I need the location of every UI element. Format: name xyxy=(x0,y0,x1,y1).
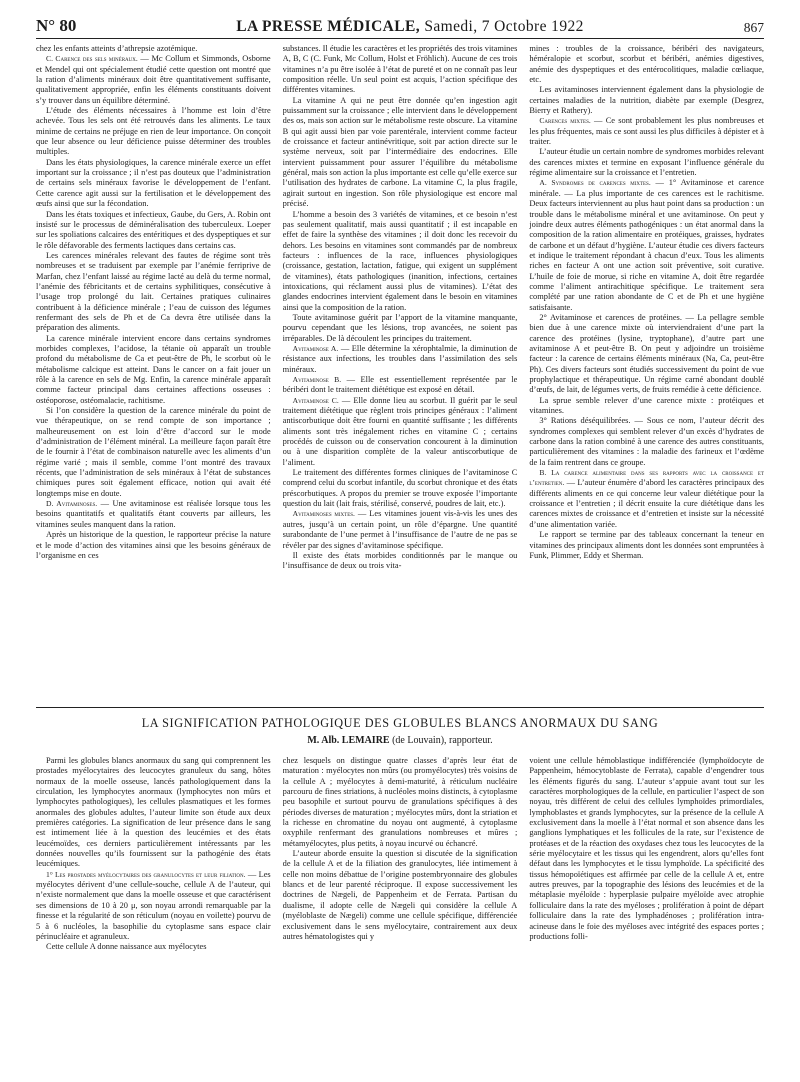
paragraph xyxy=(283,849,518,942)
paragraph-text: — Elle est essentiellement représentée par le béribéri dont le traitement diététique est exposé en détail. xyxy=(282,375,518,395)
text-column xyxy=(283,756,518,1074)
paragraph xyxy=(529,85,764,116)
paragraph-text: L’homme a besoin des 3 variétés de vitamines, et ce besoin n’est pas seulement qualitatif, mais aussi quantitatif ; il est incapable en effet de faire la synthèse des vitamines ; il doit donc les recevoir du dehors. Les besoins en vitamines sont commandés par de nombreux facteurs : influences de la race, influences physiologiques (croissance, gestation, lactation, fatigue, qui exigent un supplément de vitamines), états pathologiques (inanition, infections, certaines intoxications, qui réclament aussi plus de vitamines). L’état des glandes endocrines intervient également dans le besoin en vitamines ainsi que la composition de la ration. xyxy=(282,209,518,312)
issue-number: N° 80 xyxy=(36,16,77,35)
paragraph xyxy=(529,313,764,396)
paragraph-lead: A. Syndromes de carences mixtes. xyxy=(539,178,651,188)
paragraph-text: Si l’on considère la question de la carence minérale du point de vue thérapeutique, on se rend compte de son importance ; malheureusement on est loin d’être d’accord sur le mode d’administration de l’élément minéral. La meilleure façon paraît être de le fournir à l’état de combinaison naturelle avec les aliments d’un régime varié ; mais il semble, comme l’ont montré des travaux récents, que l’administration de sels minéraux à l’état de substances chimiques pures soit également efficace, notion qui avait été longtemps mise en doute. xyxy=(36,406,271,498)
paragraph-text: chez les enfants atteints d’athrepsie azotémique. xyxy=(36,44,198,53)
paragraph-text: 2° Avitaminose et carences de protéines. — La pellagre semble bien due à une carence mixte où interviendraient d’une part la carence des protéines (lysine, tryptophane), d’autre part une avitaminose A et peut-être B. On peut y adjoindre un troisième facteur : la carence de certains éléments minéraux (Na, Ca, peut-être Ph). Ces divers facteurs sont étudiés successivement du point de vue prophylactique et thérapeutique. Un régime carné abondant doublé d’œufs, de lait, de légumes verts, de fruits remédie à cette déficience. xyxy=(529,312,765,395)
author-name: M. Alb. LEMAIRE xyxy=(307,735,390,746)
paragraph-text: — L’auteur énumère d’abord les caractères principaux des différents aliments en ce qui concerne leur valeur diététique pour la croissance et l’entretien ; il décrit ensuite la cure diététique dans les carences mixtes de croissance et d’entretien et insiste sur la nécessité d’une alimentation variée. xyxy=(529,478,765,529)
paragraph-lead: Avitaminose A. xyxy=(292,343,339,353)
paragraph-text: — Elle donne lieu au scorbut. Il guérit par le seul traitement diététique que règlent trois principes généraux : l’aliment antiscorbutique doit être fourni en quantité suffisante ; les différents aliments sont très inégalement riches en vitamine C ; certains procédés de cuisson ou de conservation concourent à la diminution ou à une disparition complète de la valeur antiscorbutique de l’aliment. xyxy=(282,395,518,467)
paragraph-text: La vitamine A qui ne peut être donnée qu’en ingestion agit puissamment sur la croissance ; elle intervient dans le développement des os, mais son action sur le métabolisme reste obscure. La vitamine B qui agit aussi bien par voie parentérale, intervient comme facteur de croissance et facteur antinévritique, soit par action directe sur le système nerveux, soit par l’intermédiaire des endocrines. Elle intervient puissamment pour assurer l’équilibre du métabolisme général, mais son action la plus importante est celle qu’elle exerce sur l’utilisation des hydrates de carbone. La vitamine C, la plus fragile, agirait surtout en ingestion. Son rôle physiologique est encore mal précisé. xyxy=(282,95,518,209)
paragraph-text: Les avitaminoses interviennent également dans la physiologie de certaines maladies de la nutrition, diabète par exemple (Desgrez, Bierry et Rathery). xyxy=(529,85,765,116)
paragraph-text: La sprue semble relever d’une carence mixte : protéiques et vitamines. xyxy=(529,395,765,416)
paragraph xyxy=(283,468,518,509)
paragraph xyxy=(36,406,271,499)
paragraph-lead: 1° Les prostades myélocytaires des granulocytes et leur filiation. xyxy=(46,869,246,879)
paragraph xyxy=(283,551,518,572)
paragraph-lead: Avitaminoses mixtes. xyxy=(292,509,355,519)
paragraph xyxy=(283,313,518,344)
journal-masthead xyxy=(236,18,584,36)
paragraph xyxy=(36,499,271,530)
paragraph xyxy=(529,530,764,561)
article-title: LA SIGNIFICATION PATHOLOGIQUE DES GLOBULES BLANCS ANORMAUX DU SANG xyxy=(141,716,659,730)
paragraph xyxy=(283,509,518,550)
top-article-columns xyxy=(36,44,764,701)
paragraph-text: Le rapport se termine par des tableaux concernant la teneur en vitamines des principaux aliments dont les données sont empruntées à Funk, Plimmer, Eddy et Sherman. xyxy=(529,530,765,560)
paragraph-text: La carence minérale intervient encore dans certains syndromes morbides complexes, l’acidose, la tétanie où apparaît un trouble profond du métabolisme de Ca et peut-être de Ph, le scorbut où le métabolisme calcique est atteint. Dans le cancer on a fait jouer un rôle à la carence en sels de Mg. Enfin, la carence minérale apparaît comme facteur principal dans certaines affections osseuses : ostéoporose, ostéomalacie, rachitisme. xyxy=(36,333,271,405)
paragraph xyxy=(283,375,518,396)
paragraph-text: — Elle détermine la xérophtalmie, la diminution de résistance aux infections, les troubles dans l’assimilation des sels minéraux. xyxy=(282,343,518,374)
paragraph xyxy=(529,116,764,147)
paragraph-lead: C. Carence des sels minéraux. xyxy=(46,54,138,64)
paragraph-text: L’auteur aborde ensuite la question si discutée de la signification de la cellule A et de la filiation des granulocytes, liée intimement à celle non moins débattue de l’origine postembryonnaire des globules blancs et de leur parenté réciproque. Il expose successivement les doctrines de Nægeli, de Pappenheim et de Ferrata. Partisan du dualisme, il adopte celle de Nægeli qui considère la cellule A (myéloblaste de Nægeli) comme une cellule spécifique, différenciée exclusivement dans le sens myélocytaire, contrairement aux deux autres hématologistes qui y xyxy=(282,849,518,941)
paragraph xyxy=(529,147,764,178)
paragraph xyxy=(283,96,518,210)
paragraph-text: — Les vitamines jouent vis-à-vis les unes des autres, jusqu’à un certain point, un rôle d’épargne. Une quantité surabondante de l’une permet à l’insuffisance de l’autre de ne pas se révéler par des signes d’avitaminose spécifique. xyxy=(282,509,518,550)
page-header xyxy=(36,14,764,39)
paragraph-lead: B. La carence alimentaire dans ses rapports avec la croissance et l’entretien. xyxy=(529,468,765,488)
paragraph-text: substances. Il étudie les caractères et les propriétés des trois vitamines A, B, C (C. Funk, Mc Collum, Holst et Fröhlich). Aucune de ces trois vitamines n’a pu être isolée à l’état de pureté et on ne connaît pas leur composition réelle. Un seul point est acquis, l’action spécifique des différentes vitamines. xyxy=(282,44,518,95)
article-byline xyxy=(36,735,764,746)
paragraph-text: voient une cellule hémoblastique indifférenciée (lymphoïdocyte de Pappenheim, hémocytoblaste de Ferrata), capable d’engendrer tous les éléments figurés du sang. L’auteur s’appuie avant tout sur les caractères morphologiques de la cellule, en particulier l’aspect de son noyau, très différent de celui des cellules lymphoïdes primordiales, lymphoblastes et grands lymphocytes, sur la présence de la cellule A exclusivement dans la moelle à l’état normal et son absence dans les ganglions lymphatiques et les follicules de la rate, sur l’existence de protéases et de la réaction des oxydases chez tous les leucocytes de la série myélocytaire et les tissus qui les engendrent, alors qu’elles font défaut dans les lymphocytes et le tissu lymphoïde. La spécificité des tissus hémopoïétiques est affirmée par celle de la cellule A et, entre autres preuves, par la topographie des lésions des leucémies et de la métaplasie myéloïde : hyperplasie pulpaire myéloïde avec atrophie folliculaire dans la rate des myéloses ; prolifération à point de départ folliculaire dans la rate des lymphadénoses ; prolifération intra-acineuse dans le foie des myéloses avec intégrité des espaces portes ; productions folli- xyxy=(529,756,765,941)
paragraph xyxy=(283,210,518,313)
paragraph xyxy=(36,158,271,210)
paragraph-lead: Avitaminose B. xyxy=(292,375,342,384)
paragraph xyxy=(283,344,518,375)
paragraph-text: L’étude des éléments nécessaires à l’homme est loin d’être achevée. Tous les sels ont été retrouvés dans les aliments. Le taux minime de certains ne préjuge en rien de leur importance. On conçoit que leur absence ou leur déficience puisse déterminer des troubles multiples. xyxy=(36,106,271,157)
page-number: 867 xyxy=(743,20,764,35)
paragraph-text: — Ce sont probablement les plus nombreuses et les plus fréquentes, mais ce sont aussi les plus difficiles à dépister et à traiter. xyxy=(529,116,765,147)
paragraph-text: Dans les états physiologiques, la carence minérale exerce un effet important sur la croissance ; il n’est pas douteux que l’administration de certains sels minéraux favorise le développement de l’enfant. Cette carence agit aussi sur la fertilisation et le développement des œufs ainsi que sur la fécondation. xyxy=(36,157,271,209)
section-divider xyxy=(36,707,764,708)
text-column xyxy=(36,756,271,1074)
paragraph-text: — 1° Avitaminose et carence minérale. — La plus importante de ces carences est le rachitisme. Deux facteurs interviennent au plus haut point dans sa production : un trouble dans le métabolisme minéral et une avitaminose. On peut y joindre deux autres éléments pathogéniques : un état anormal dans la composition de la ration alimentaire en protéiques, graisses, hydrates de carbone et un défaut d’hygiène. L’auteur étudie ces divers facteurs et indique le traitement répondant à chacun d’eux. Tous les aliments riches en facteur A ont une action soit préventive, soit curative. L’huile de foie de morue, si riche en vitamine A, doit être regardée comme l’aliment antirachitique spécifique. Le traitement sera complété par une ration abondante de C et de Ph et une hygiène satisfaisante. xyxy=(529,178,765,312)
paragraph-text: Il existe des états morbides conditionnés par le manque ou l’insuffisance de deux ou trois vita- xyxy=(282,550,518,571)
paragraph xyxy=(36,106,271,158)
paragraph-text: Les carences minérales relevant des fautes de régime sont très nombreuses et se traduisent par exemple par l’anémie ferriprive de Marfan, chez l’enfant laissé au régime lacté au delà du terme normal, l’anémie des fébricitants et de certains syphilitiques, consécutive à l’usage trop prolongé du lait. Certaines pratiques culinaires contribuent à la déficience minérale ; l’eau de cuisson des légumes renfermant des sels de Ph et de Ca devra être utilisée dans la préparation des aliments. xyxy=(36,250,271,333)
paragraph xyxy=(36,756,271,870)
text-column xyxy=(283,44,518,701)
bottom-article-columns xyxy=(36,756,764,1074)
paragraph xyxy=(529,396,764,417)
paragraph-lead: Carences mixtes. xyxy=(539,116,591,126)
paragraph-text: — Les myélocytes dérivent d’une cellule-souche, cellule A de l’auteur, qui n’existe normalement que dans la moelle osseuse et que caractérisent ses dimensions de 10 à 20 μ, son noyau arrondi remarquable par la finesse et la régularité de son réticulum (noyau en voilette) pourvu de 5 à 6 nucléoles, la basophilie du cytoplasme sans espace clair périnucléaire et agranuleux. xyxy=(36,869,271,941)
paragraph-text: L’auteur étudie un certain nombre de syndromes morbides relevant des carences mixtes et termine en exposant l’influence générale du régime alimentaire sur la croissance et l’entretien. xyxy=(529,147,765,178)
paragraph xyxy=(36,251,271,334)
paragraph-text: Toute avitaminose guérit par l’apport de la vitamine manquante, pourvu cependant que les lésions, trop avancées, ne soient pas irréparables. De là découlent les principes du traitement. xyxy=(282,312,518,343)
paragraph xyxy=(36,870,271,942)
paragraph xyxy=(529,468,764,530)
paragraph xyxy=(283,44,518,96)
paragraph xyxy=(36,44,271,54)
paragraph xyxy=(283,396,518,468)
text-column xyxy=(529,756,764,1074)
paragraph xyxy=(283,756,518,849)
paragraph-lead: D. Avitaminoses. xyxy=(46,499,98,509)
paragraph-text: mines : troubles de la croissance, béribéri des navigateurs, héméralopie et scorbut, scorbut et béribéri, anémies digestives, anémie des dyspeptiques et des entérocolitiques, maladie cœliaque, etc. xyxy=(529,44,765,85)
issue-date: Samedi, 7 Octobre 1922 xyxy=(424,18,584,35)
paragraph-text: — Une avitaminose est réalisée lorsque tous les besoins quantitatifs et qualitatifs étant couverts par ailleurs, les vitamines seules manquent dans la ration. xyxy=(36,499,271,529)
paragraph xyxy=(529,44,764,85)
journal-name: LA PRESSE MÉDICALE, xyxy=(236,18,421,35)
paragraph xyxy=(529,416,764,468)
paragraph xyxy=(36,942,271,952)
paragraph xyxy=(36,54,271,106)
paragraph-text: — Mc Collum et Simmonds, Osborne et Mendel qui ont spécialement étudié cette question ont montré que la ration d’aliments minéraux doit être quantitativement suffisante, qualitativement appropriée, enfin les éléments constituants doivent s’y trouver dans un équilibre déterminé. xyxy=(36,54,271,105)
paragraph-lead: Avitaminose C. xyxy=(292,395,339,405)
paragraph xyxy=(529,178,764,312)
paragraph-text: Cette cellule A donne naissance aux myélocytes xyxy=(46,942,207,952)
paragraph-text: Après un historique de la question, le rapporteur précise la nature et le mode d’action des vitamines ainsi que les besoins généraux de l’organisme en ces xyxy=(36,530,271,560)
paragraph xyxy=(36,530,271,561)
text-column xyxy=(529,44,764,701)
paragraph-text: chez lesquels on distingue quatre classes d’après leur état de maturation : myélocytes non mûrs (ou promyélocytes) très voisins de la cellule A ; myélocytes à demi-maturité, à réticulum nucléaire parcouru de fines striations, à nucléoles moins distincts, à cytoplasme peu basophile et surtout pourvu de granulations spécifiques à des périodes diverses de maturation ; myélocytes mûrs, dont la striation et la richesse en chromatine du noyau ont augmenté, à cytoplasme oxyphile renfermant des granulations nombreuses et mûres ; métamyélocytes, plus petits, à noyau incurvé ou échancré. xyxy=(282,756,518,848)
paragraph-text: Le traitement des différentes formes cliniques de l’avitaminose C comprend celui du scorbut infantile, du scorbut chronique et des états préscorbutiques. A propos du premier se trouve exposée l’importante question du lait (lait frais, stérilisé, conservé, poudres de lait, etc.). xyxy=(282,468,518,509)
paragraph xyxy=(36,334,271,406)
paragraph xyxy=(36,210,271,251)
text-column xyxy=(36,44,271,701)
paragraph xyxy=(529,756,764,942)
paragraph-text: 3° Rations déséquilibrées. — Sous ce nom, l’auteur décrit des syndromes complexes qui semblent relever d’un excès d’hydrates de carbone dans la ration combiné à une carence des autres constituants, particulièrement des vitamines : la maladie des farineux et l’œdème de la faim rentrent dans ce groupe. xyxy=(529,416,765,467)
paragraph-text: Dans les états toxiques et infectieux, Gaube, du Gers, A. Robin ont insisté sur le processus de déminéralisation des tuberculeux. Loeper sur les spoliations calcaires des entéritiques et des dyspeptiques et sur le rôle défavorable des ferments lactiques dans certains cas. xyxy=(36,209,271,250)
paragraph-text: Parmi les globules blancs anormaux du sang qui comprennent les prostades myélocytaires des leucocytes granuleux du sang, hôtes normaux de la moelle osseuse, lancés pathologiquement dans la circulation, les lymphocytes anormaux (lymphocytes non mûrs et lymphocytes pathologiques), les cellules plasmatiques et les formes anormales des globules adultes, l’auteur limite son étude aux deux premières catégories. La signification de leur présence dans le sang est intimement liée à la question des leucémies et des états leucémoïdes, ces derniers particulièrement intéressants par les données nouvelles qu’ils fournissent sur la pathogénie des états leucémiques. xyxy=(36,756,271,869)
author-role: (de Louvain), rapporteur. xyxy=(392,735,493,746)
